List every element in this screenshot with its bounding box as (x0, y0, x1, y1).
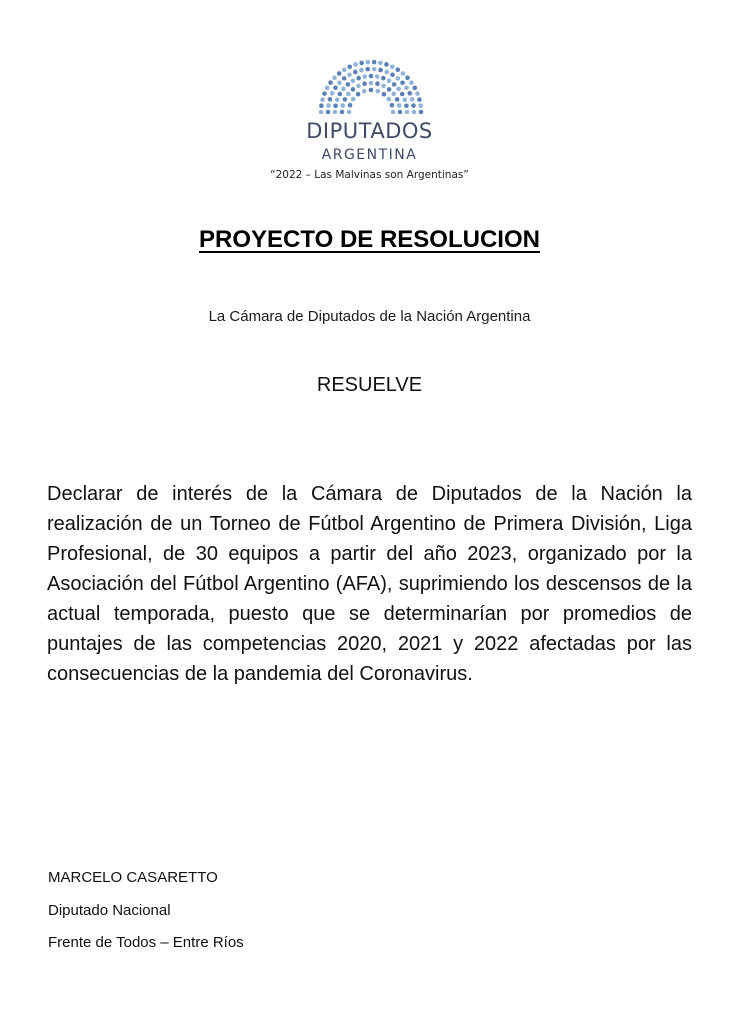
logo-seat-dot (403, 97, 408, 102)
logo-seat-dot (319, 110, 324, 114)
logo-seat-dot (390, 72, 395, 77)
signer-name: MARCELO CASARETTO (48, 869, 218, 886)
logo-seat-dot (411, 103, 416, 108)
logo-seat-dot (356, 84, 361, 89)
logo-seat-dot (340, 110, 345, 114)
logo-seat-dot (319, 103, 324, 108)
signer-role: Diputado Nacional (48, 902, 171, 919)
logo-seat-dot (396, 76, 401, 81)
logo-seat-dot (326, 110, 331, 114)
logo-seat-dot (359, 68, 364, 73)
logo-seat-dot (356, 92, 361, 97)
logo-seat-dot (337, 80, 342, 85)
diputados-logo (0, 55, 739, 185)
logo-seat-dot (412, 110, 417, 114)
logo-seat-dot (362, 89, 367, 94)
logo-seat-dot (320, 97, 325, 102)
logo-seat-dot (409, 80, 414, 85)
logo-seat-dot (347, 64, 352, 69)
logo-seat-dot (387, 87, 392, 92)
logo-seat-dot (346, 82, 351, 87)
logo-seat-dot (415, 91, 420, 96)
logo-seat-dot (333, 110, 338, 114)
logo-seat-dot (330, 91, 335, 96)
logo-seat-dot (407, 91, 412, 96)
logo-seat-dot (395, 67, 400, 72)
chamber-heading: La Cámara de Diputados de la Nación Argentina (208, 308, 531, 325)
logo-seat-dot (340, 103, 345, 108)
resolution-body: Declarar de interés de la Cámara de Diputados de la Nación la realización de un Torneo de Fútbol Argentino de Primera División, Liga Profesional, de 30 equipos a partir del año 2023, organizado por la Asociación del Fútbol Argentino (AFA), suprimiendo los descensos de la actual temporada, puesto que se determinarían por promedios de puntajes de las competencias 2020, 2021 y 2022 afectadas por las consecuencias de la pandemia del Coronavirus. (47, 483, 692, 685)
logo-seat-dot (342, 67, 347, 72)
logo-seat-dot (398, 110, 403, 114)
logo-seat-dot (381, 84, 386, 89)
logo-seat-dot (390, 64, 395, 69)
logo-seat-dot (397, 103, 402, 108)
logo-seat-dot (384, 62, 389, 67)
logo-seat-dot (404, 103, 409, 108)
logo-seat-dot (405, 75, 410, 80)
logo-seat-dot (347, 110, 352, 114)
logo-seat-dot (353, 70, 358, 75)
logo-seat-dot (417, 97, 422, 102)
logo-seat-dot (347, 72, 352, 77)
logo-seat-dot (356, 76, 361, 81)
signer-bloc: Frente de Todos – Entre Ríos (48, 934, 244, 951)
logo-seat-dot (328, 80, 333, 85)
logo-seat-dot (413, 86, 418, 91)
logo-seat-dot (351, 97, 356, 102)
logo-seat-dot (405, 110, 410, 114)
year-motto: “2022 – Las Malvinas son Argentinas” (270, 169, 469, 181)
logo-seat-dot (418, 103, 423, 108)
org-name: DIPUTADOS (306, 119, 433, 143)
logo-seat-dot (362, 81, 367, 86)
logo-seat-dot (332, 75, 337, 80)
logo-seat-dot (384, 70, 389, 75)
logo-seat-dot (338, 92, 343, 97)
logo-seat-dot (382, 92, 387, 97)
logo-seat-dot (337, 71, 342, 76)
logo-seat-dot (333, 103, 338, 108)
logo-seat-dot (348, 103, 353, 108)
logo-seat-dot (335, 97, 340, 102)
logo-seat-dot (395, 97, 400, 102)
logo-seat-dot (366, 60, 371, 65)
logo-seat-dot (378, 68, 383, 73)
logo-seat-dot (326, 103, 331, 108)
logo-seat-dot (387, 97, 392, 102)
logo-seat-dot (400, 92, 405, 97)
logo-seat-dot (328, 97, 333, 102)
logo-seat-dot (404, 85, 409, 90)
logo-seat-dot (322, 91, 327, 96)
logo-seat-dot (391, 110, 396, 114)
logo-seat-dot (410, 97, 415, 102)
logo-seat-dot (341, 87, 346, 92)
logo-seat-dot (372, 67, 377, 72)
resolves-heading: RESUELVE (316, 374, 423, 396)
logo-seat-dot (359, 61, 364, 66)
logo-seat-dot (325, 86, 330, 91)
logo-seat-dot (381, 76, 386, 81)
logo-seat-dot (396, 87, 401, 92)
logo-seat-dot (390, 103, 395, 108)
logo-seat-dot (346, 92, 351, 97)
logo-seat-dot (351, 79, 356, 84)
logo-seat-dot (400, 80, 405, 85)
logo-seat-dot (351, 87, 356, 92)
logo-seat-dot (419, 110, 424, 114)
logo-seat-dot (378, 61, 383, 66)
logo-seat-dot (369, 74, 374, 79)
logo-seat-dot (365, 67, 370, 72)
hemicycle-arc-icon (318, 58, 424, 114)
logo-seat-dot (387, 79, 392, 84)
logo-seat-dot (353, 62, 358, 67)
logo-seat-dot (401, 71, 406, 76)
logo-seat-dot (376, 89, 381, 94)
logo-seat-dot (343, 97, 348, 102)
document-title: PROYECTO DE RESOLUCION (199, 226, 540, 253)
logo-seat-dot (391, 92, 396, 97)
org-country: ARGENTINA (321, 147, 418, 163)
logo-seat-dot (333, 85, 338, 90)
logo-seat-dot (369, 81, 374, 86)
logo-seat-dot (362, 74, 367, 79)
logo-seat-dot (372, 60, 377, 65)
logo-seat-dot (375, 74, 380, 79)
logo-seat-dot (369, 88, 374, 93)
logo-seat-dot (342, 76, 347, 81)
logo-seat-dot (392, 82, 397, 87)
logo-seat-dot (375, 81, 380, 86)
